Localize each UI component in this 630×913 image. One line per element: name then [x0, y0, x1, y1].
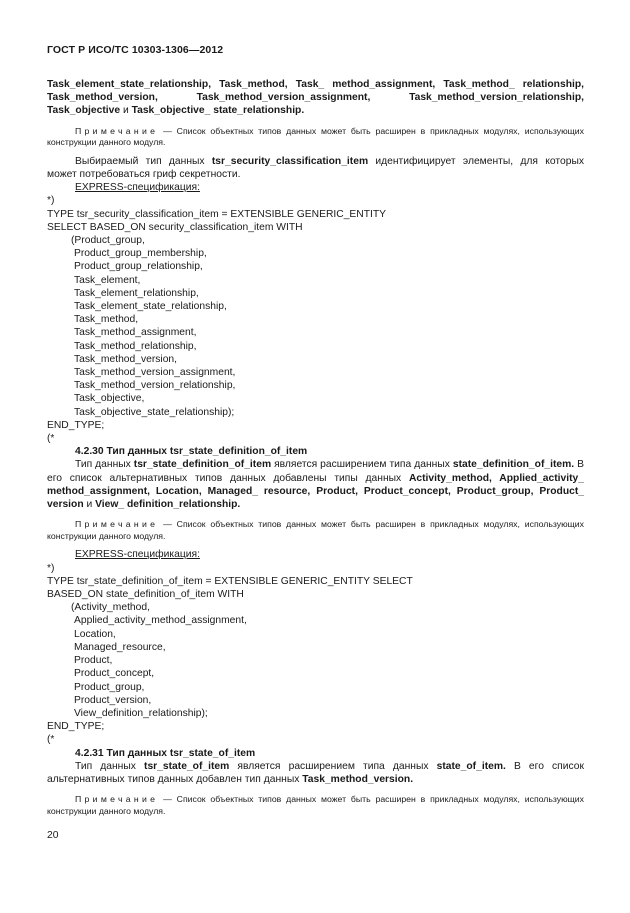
code-item: Product_group,: [74, 681, 145, 693]
code-line: TYPE tsr_state_definition_of_item = EXTENSIBLE GENERIC_ENTITY SELECT: [47, 575, 413, 587]
code-item: Task_element_relationship,: [74, 287, 199, 299]
code-line: BASED_ON state_definition_of_item WITH: [47, 589, 244, 601]
code-item: Task_element,: [74, 274, 141, 286]
code-item: Task_method,: [74, 314, 139, 326]
code-item: Task_element_state_relationship,: [74, 301, 227, 313]
code-item: Managed_resource,: [74, 641, 166, 653]
express-label: EXPRESS-спецификация:: [75, 182, 200, 194]
code-item: Task_method_version_relationship,: [74, 380, 236, 392]
code-item: Product,: [74, 655, 113, 667]
note-3: Примечание — Список объектных типов данных может быть расширен в прикладных модулях, использующих конструкции данного модуля.: [47, 794, 584, 816]
code-item: Applied_activity_method_assignment,: [74, 615, 247, 627]
paragraph-state-definition: Тип данных tsr_state_definition_of_item является расширением типа данных state_definition_of_item. В его список альтернативных типов данных добавлены типы данных Activity_method, Applied_activity_ method_assignment, Location, Managed_ resource, Product, Product_concept, Product_group, Product_ version и View_ definition_relationship.: [47, 459, 584, 511]
code-item: Task_method_relationship,: [74, 340, 197, 352]
code-item: Product_concept,: [74, 668, 155, 680]
code-item: Task_method_assignment,: [74, 327, 197, 339]
note-2: Примечание — Список объектных типов данных может быть расширен в прикладных модулях, использующих конструкции данного модуля.: [47, 519, 584, 541]
express-spec-1: [47, 181, 584, 445]
paragraph-entity-list: Task_element_state_relationship, Task_method, Task_ method_assignment, Task_method_ relationship, Task_method_version, Task_method_version_assignment, Task_method_version_relationship, Task_objective и Task_objective_ state_relationship.: [47, 79, 584, 117]
code-item: Product_version,: [74, 694, 152, 706]
section-heading-4-2-30: 4.2.30 Тип данных tsr_state_definition_of_item: [75, 446, 308, 458]
express-spec-2: [47, 548, 584, 746]
document-header: ГОСТ Р ИСО/ТС 10303-1306—2012: [47, 44, 224, 56]
paragraph-security-item: Выбираемый тип данных tsr_security_classification_item идентифицирует элементы, для которых может потребоваться гриф секретности.: [47, 155, 585, 180]
page-number: 20: [47, 830, 59, 841]
code-item: Task_method_version_assignment,: [74, 367, 236, 379]
paragraph-state-of-item: Тип данных tsr_state_of_item является расширением типа данных state_of_item. В его список альтернативных типов данных добавлен тип данных Task_method_version.: [47, 760, 584, 785]
end-type: END_TYPE;: [47, 419, 105, 431]
code-item: Task_objective,: [74, 393, 145, 405]
code-item: (Activity_method,: [71, 602, 150, 614]
document-page: [47, 44, 584, 823]
comment-close: *): [47, 195, 55, 207]
section-heading-4-2-31: 4.2.31 Тип данных tsr_state_of_item: [75, 747, 256, 759]
comment-open: (*: [47, 734, 55, 746]
code-item: Product_group_relationship,: [74, 261, 203, 273]
code-line: TYPE tsr_security_classification_item = EXTENSIBLE GENERIC_ENTITY: [47, 208, 387, 220]
code-item: Location,: [74, 628, 116, 640]
code-item: Task_objective_state_relationship);: [74, 406, 235, 418]
code-item: Product_group_membership,: [74, 248, 207, 260]
code-item: View_definition_relationship);: [74, 707, 208, 719]
note-1: Примечание — Список объектных типов данных может быть расширен в прикладных модулях, использующих конструкции данного модуля.: [47, 125, 584, 148]
comment-open: (*: [47, 433, 55, 445]
code-item: (Product_group,: [71, 235, 145, 247]
end-type: END_TYPE;: [47, 721, 105, 733]
express-label: EXPRESS-спецификация:: [75, 549, 200, 561]
code-line: SELECT BASED_ON security_classification_item WITH: [47, 221, 303, 233]
code-item: Task_method_version,: [74, 353, 178, 365]
comment-close: *): [47, 562, 55, 574]
